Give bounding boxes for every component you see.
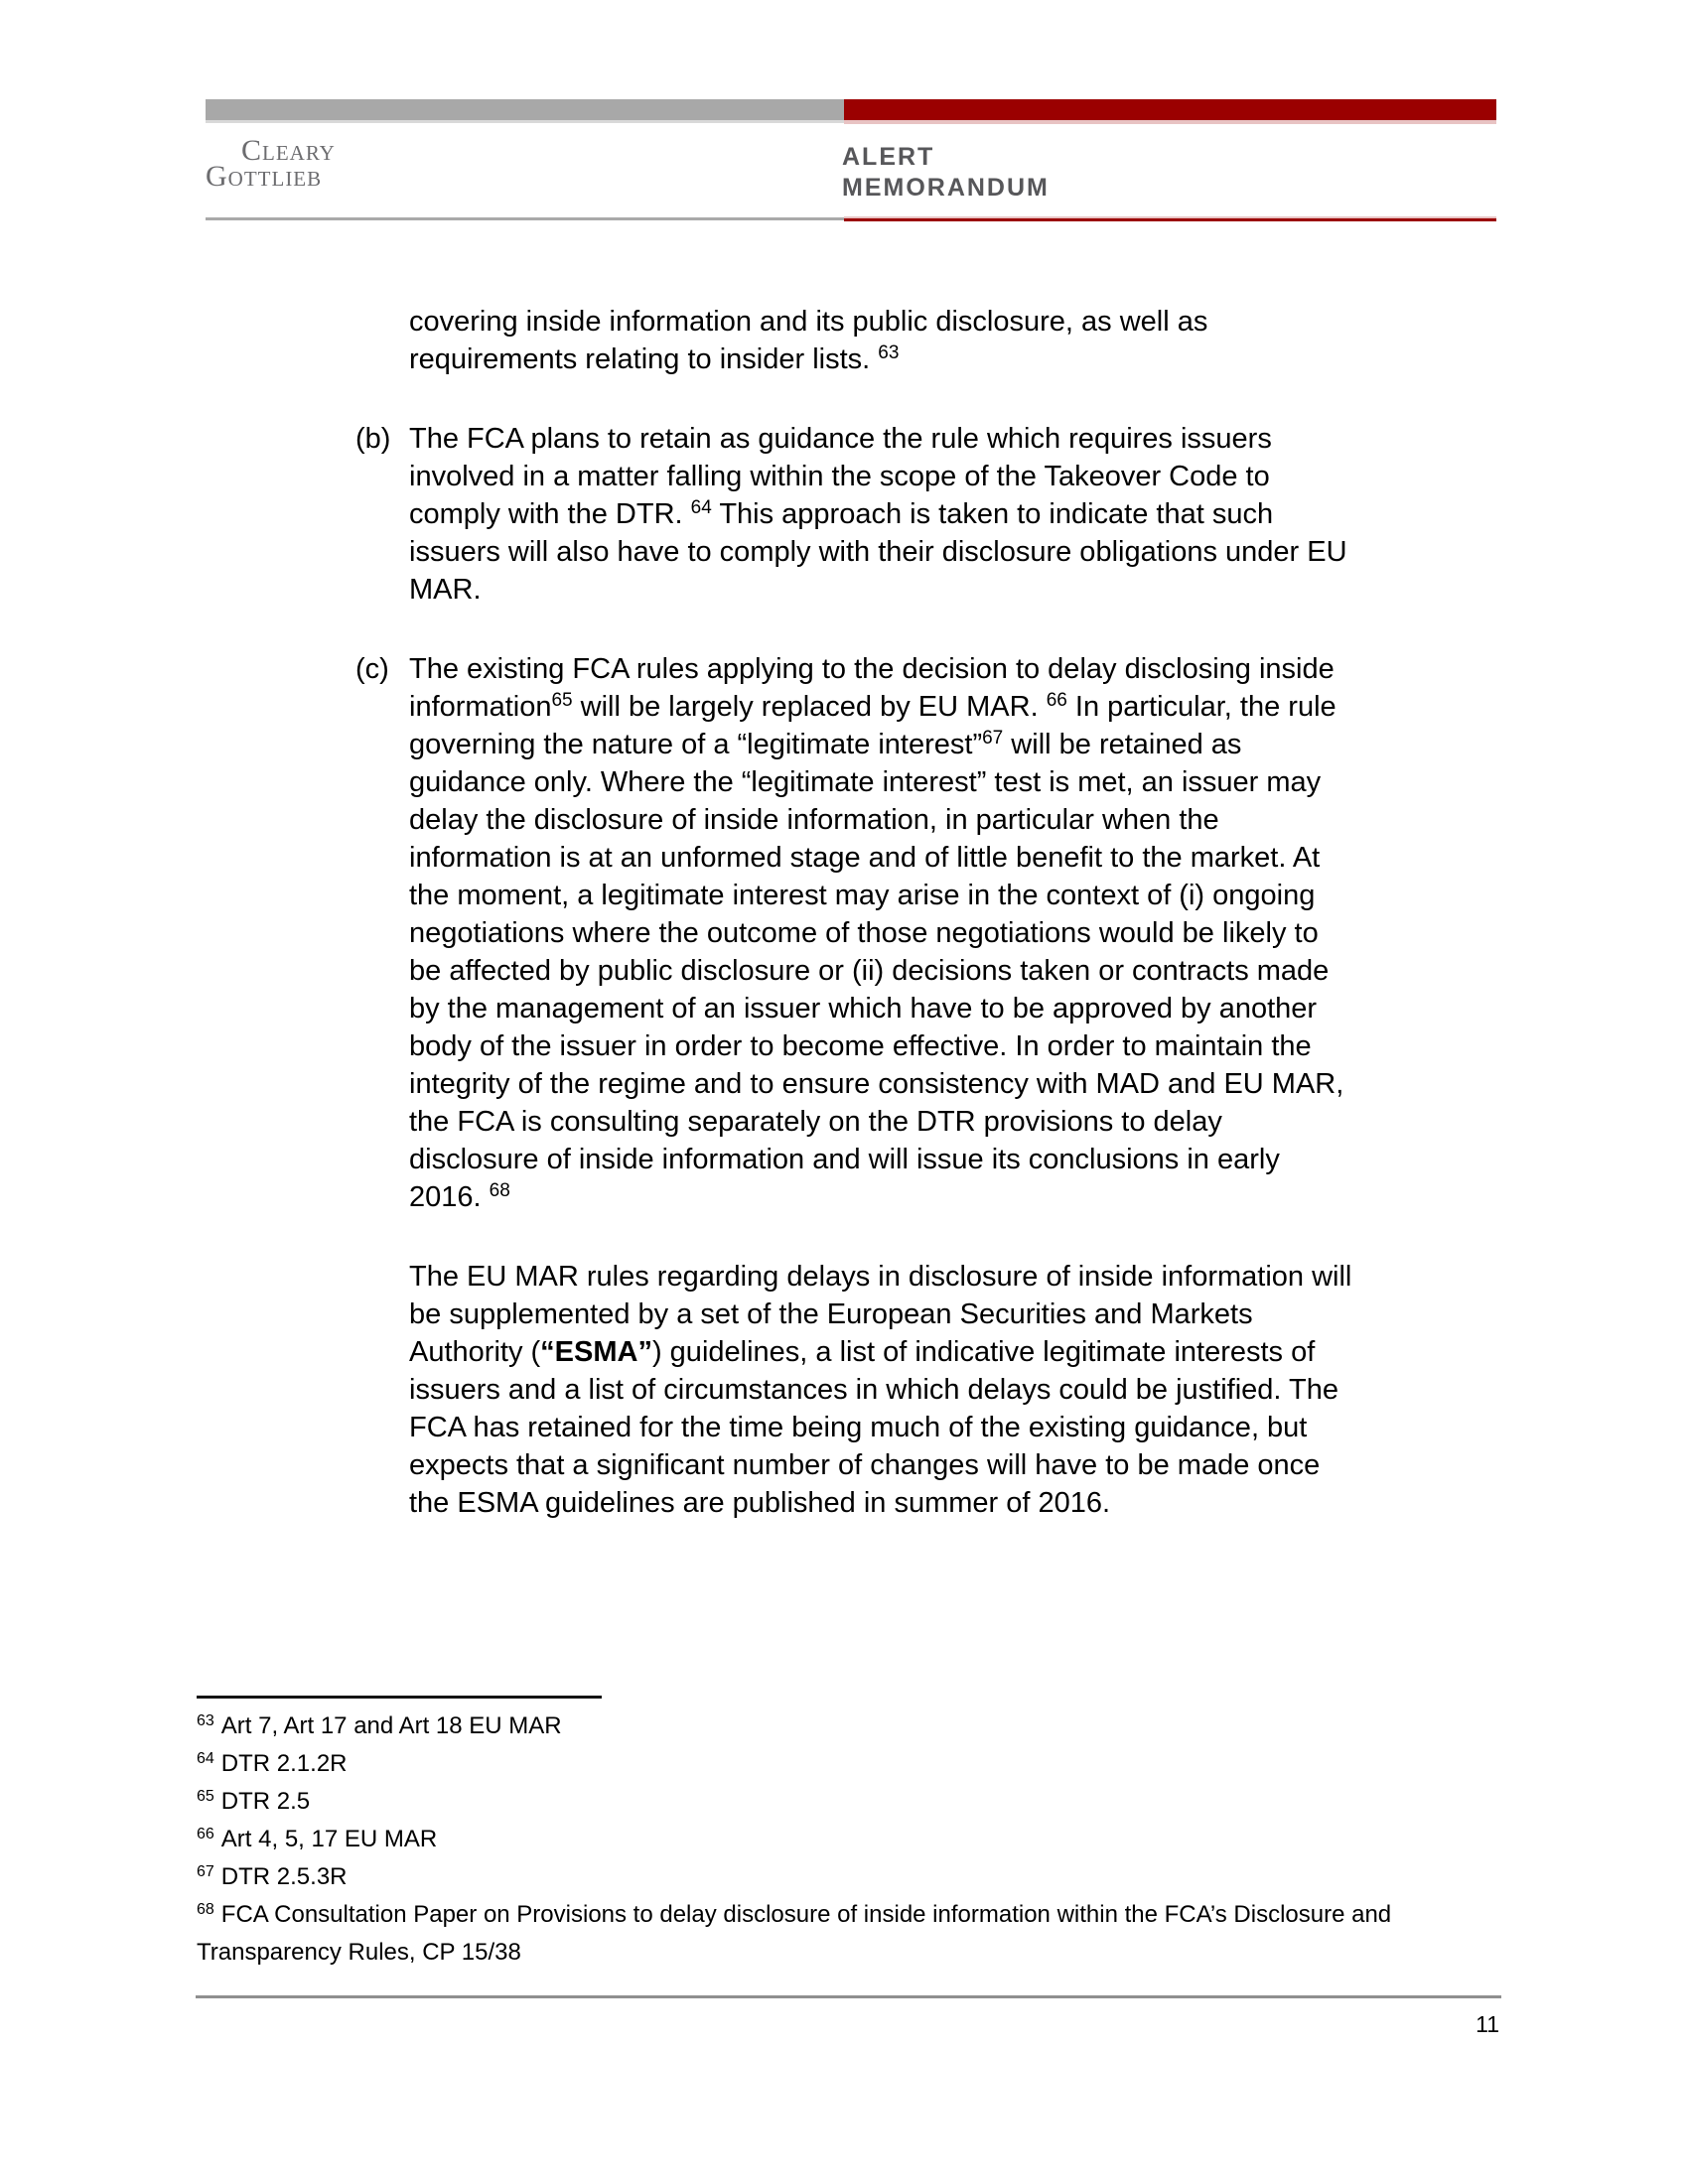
- footnote-ref: 65: [551, 690, 573, 711]
- text-run: comply with the DTR.: [409, 498, 691, 530]
- text-run: The EU MAR rules regarding delays in disclosure of inside information will: [409, 1261, 1352, 1293]
- text-line: [409, 952, 1351, 990]
- text-line: [409, 571, 1351, 609]
- text-run: issuers will also have to comply with their disclosure obligations under EU: [409, 536, 1347, 568]
- alert-title-line-1: ALERT: [842, 143, 935, 171]
- text-run: body of the issuer in order to become effective. In order to maintain the: [409, 1030, 1312, 1062]
- text-line: [409, 420, 1351, 458]
- text-run: integrity of the regime and to ensure consistency with MAD and EU MAR,: [409, 1068, 1344, 1100]
- text-line: [409, 1258, 1351, 1296]
- footnote-text: DTR 2.1.2R: [220, 1750, 348, 1777]
- text-run: 2016.: [409, 1181, 490, 1213]
- footnote-ref: 66: [1046, 690, 1067, 711]
- text-run: ) guidelines, a list of indicative legitimate interests of: [651, 1336, 1316, 1368]
- text-line: [409, 801, 1351, 839]
- footnote-text: DTR 2.5: [220, 1788, 311, 1815]
- alert-memorandum-title: [842, 142, 1050, 204]
- paragraph-c: [355, 650, 1351, 1216]
- text-line: [409, 1178, 1351, 1216]
- text-run: MAR.: [409, 574, 482, 606]
- text-line: [409, 650, 1351, 688]
- footnote-text: DTR 2.5.3R: [220, 1863, 348, 1890]
- footnote-number: 67: [197, 1863, 214, 1880]
- text-run: covering inside information and its public disclosure, as well as: [409, 306, 1208, 338]
- text-run: requirements relating to insider lists.: [409, 343, 879, 375]
- text-line: [409, 839, 1351, 877]
- footnote-text: Transparency Rules, CP 15/38: [197, 1939, 521, 1966]
- text-line: [409, 1296, 1351, 1333]
- text-line: [409, 914, 1351, 952]
- footnote-text: FCA Consultation Paper on Provisions to delay disclosure of inside information within the FCA’s Disclosure and: [220, 1901, 1392, 1928]
- footnote: [197, 1707, 1391, 1745]
- header-bar-gray-segment: [206, 99, 844, 120]
- text-line: [409, 990, 1351, 1027]
- text-run: In particular, the rule: [1066, 691, 1336, 723]
- text-line: [409, 303, 1351, 341]
- text-line: [409, 1446, 1351, 1484]
- paragraphs-container: [355, 303, 1352, 1522]
- text-run: information is at an unformed stage and of little benefit to the market. At: [409, 842, 1321, 874]
- text-line: [409, 1333, 1351, 1371]
- footnotes-list: [197, 1707, 1391, 1972]
- footnote-number: 66: [197, 1826, 214, 1843]
- text-run: governing the nature of a “legitimate interest”: [409, 729, 983, 760]
- text-line: [409, 688, 1351, 726]
- page-number: 11: [1476, 2011, 1499, 2037]
- text-run: The FCA plans to retain as guidance the rule which requires issuers: [409, 423, 1272, 455]
- text-line: [409, 341, 1351, 378]
- text-run: disclosure of inside information and will issue its conclusions in early: [409, 1144, 1280, 1175]
- text-run: be supplemented by a set of the European Securities and Markets: [409, 1298, 1253, 1330]
- footnote: [197, 1858, 1391, 1896]
- text-run: by the management of an issuer which have to be approved by another: [409, 993, 1318, 1024]
- paragraph-intro-continuation: [409, 303, 1351, 378]
- header-bar-red-segment: [844, 99, 1496, 120]
- list-marker: (c): [355, 653, 389, 685]
- footnote-number: 64: [197, 1750, 214, 1767]
- footnote-text: Art 7, Art 17 and Art 18 EU MAR: [220, 1712, 562, 1739]
- header-bar: [206, 99, 1496, 120]
- text-line: [409, 533, 1351, 571]
- cleary-gottlieb-logo: [206, 134, 336, 193]
- paragraph-b: [355, 420, 1351, 609]
- header-rule-gray-segment: [206, 217, 844, 220]
- footnote-text: Art 4, 5, 17 EU MAR: [220, 1826, 438, 1852]
- text-line: [409, 1027, 1351, 1065]
- text-run: involved in a matter falling within the scope of the Takeover Code to: [409, 461, 1270, 492]
- text-run: the FCA is consulting separately on the DTR provisions to delay: [409, 1106, 1222, 1138]
- text-run: information: [409, 691, 552, 723]
- text-run: the moment, a legitimate interest may arise in the context of (i) ongoing: [409, 880, 1316, 911]
- text-run: issuers and a list of circumstances in which delays could be justified. The: [409, 1374, 1338, 1406]
- logo-line-2: Gottlieb: [206, 160, 323, 193]
- footer-rule: [196, 1995, 1501, 1998]
- footnote: [197, 1821, 1391, 1858]
- footnote-number: 68: [197, 1901, 214, 1918]
- footnote-separator: [197, 1696, 602, 1699]
- text-line: [409, 458, 1351, 495]
- document-body: [355, 303, 1352, 1564]
- text-run: This approach is taken to indicate that such: [711, 498, 1274, 530]
- text-run: expects that a significant number of changes will have to be made once: [409, 1449, 1321, 1481]
- header-rule: [206, 216, 1496, 221]
- text-run: negotiations where the outcome of those negotiations would be likely to: [409, 917, 1319, 949]
- footnote-ref: 68: [489, 1180, 510, 1201]
- text-run: will be retained as: [1003, 729, 1242, 760]
- list-marker: (b): [355, 423, 391, 455]
- logo-line-1: Cleary: [241, 134, 336, 167]
- text-line: [409, 1141, 1351, 1178]
- text-run: The existing FCA rules applying to the decision to delay disclosing inside: [409, 653, 1335, 685]
- text-line: [409, 1409, 1351, 1446]
- text-line: [409, 495, 1351, 533]
- text-run: guidance only. Where the “legitimate interest” test is met, an issuer may: [409, 766, 1322, 798]
- text-line: [409, 1103, 1351, 1141]
- footnote-ref: 63: [878, 342, 900, 363]
- text-line: [409, 1371, 1351, 1409]
- footnote-number: 65: [197, 1788, 214, 1805]
- footnote: [197, 1745, 1391, 1783]
- footnote: [197, 1896, 1391, 1934]
- footnote-ref: 64: [690, 497, 712, 518]
- header-rule-red-segment: [844, 216, 1496, 221]
- bold-text: “ESMA”: [540, 1336, 652, 1368]
- alert-title-line-2: MEMORANDUM: [842, 174, 1050, 202]
- text-run: be affected by public disclosure or (ii) decisions taken or contracts made: [409, 955, 1330, 987]
- text-run: the ESMA guidelines are published in summer of 2016.: [409, 1487, 1111, 1519]
- paragraph-esma: [409, 1258, 1351, 1522]
- text-line: [409, 877, 1351, 914]
- text-line: [409, 1484, 1351, 1522]
- text-line: [409, 1065, 1351, 1103]
- text-run: delay the disclosure of inside information, in particular when the: [409, 804, 1219, 836]
- footnote-continuation: [197, 1934, 1391, 1972]
- footnote-ref: 67: [982, 728, 1004, 749]
- text-run: will be largely replaced by EU MAR.: [572, 691, 1047, 723]
- text-run: FCA has retained for the time being much of the existing guidance, but: [409, 1412, 1308, 1443]
- text-run: Authority (: [409, 1336, 541, 1368]
- text-line: [409, 763, 1351, 801]
- footnote-number: 63: [197, 1712, 214, 1729]
- footnote: [197, 1783, 1391, 1821]
- text-line: [409, 726, 1351, 763]
